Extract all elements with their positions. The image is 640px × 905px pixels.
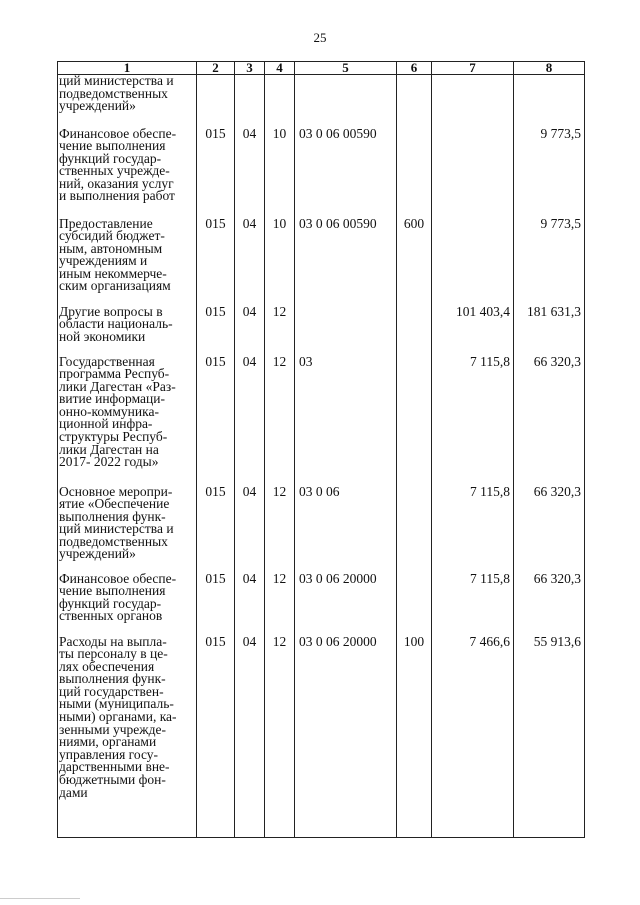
item-name-line: ций государствен-: [59, 683, 164, 699]
cell-amount-year-2: 55 913,6: [514, 636, 585, 838]
cell-amount-year-1: 101 403,4: [432, 306, 514, 356]
item-name-line: 2017- 2022 годы»: [59, 454, 159, 470]
cell-amount-year-2: 9 773,5: [514, 218, 585, 306]
cell-ministry-code: 015: [197, 356, 235, 486]
cell-section: [235, 75, 265, 128]
cell-subsection: 12: [265, 356, 295, 486]
cell-amount-year-1: 7 115,8: [432, 486, 514, 573]
cell-section: 04: [235, 218, 265, 306]
item-name-line: Финансовое обеспе-: [59, 570, 177, 586]
item-name-line: структуры Респуб-: [59, 429, 168, 445]
item-name-line: Расходы на выпла-: [59, 633, 167, 649]
cell-item-name: [58, 353, 197, 486]
cell-item-name: [58, 483, 197, 573]
item-name-line: Государственная: [59, 353, 155, 369]
header-col-6: 6: [397, 62, 432, 75]
cell-expense-type: 100: [397, 636, 432, 838]
cell-expense-type: 600: [397, 218, 432, 306]
header-col-3: 3: [235, 62, 265, 75]
item-name-line: функций государ-: [59, 595, 162, 611]
item-name-line: чение выполнения: [59, 583, 166, 599]
table-row: [58, 573, 585, 636]
cell-target-article: 03 0 06 20000: [295, 636, 397, 838]
header-col-5: 5: [295, 62, 397, 75]
item-name-line: витие информаци-: [59, 391, 165, 407]
item-name-line: чение выполнения: [59, 138, 166, 154]
item-name-line: учреждений»: [59, 98, 136, 114]
cell-ministry-code: 015: [197, 636, 235, 838]
bottom-divider: [0, 898, 80, 899]
cell-ministry-code: 015: [197, 218, 235, 306]
cell-amount-year-1: 7 115,8: [432, 356, 514, 486]
cell-expense-type: [397, 128, 432, 218]
cell-section: 04: [235, 128, 265, 218]
item-name-line: ций министерства и: [59, 73, 174, 88]
header-col-1: 1: [58, 62, 197, 75]
item-name-line: бюджетными фон-: [59, 772, 166, 788]
item-name-line: учреждениям и: [59, 253, 148, 269]
cell-target-article: 03: [295, 356, 397, 486]
item-name-line: лики Дагестан на: [59, 441, 159, 457]
item-name-line: управления госу-: [59, 746, 159, 762]
table-row: [58, 75, 585, 128]
cell-expense-type: [397, 356, 432, 486]
cell-target-article: 03 0 06: [295, 486, 397, 573]
header-col-7: 7: [432, 62, 514, 75]
item-name-line: ным, автономным: [59, 240, 163, 256]
item-name-line: Другие вопросы в: [59, 303, 163, 319]
cell-target-article: [295, 75, 397, 128]
item-name-line: ты персоналу в це-: [59, 646, 168, 662]
item-name-line: ственных органов: [59, 608, 163, 624]
cell-ministry-code: 015: [197, 486, 235, 573]
item-name-line: ной экономики: [59, 328, 146, 344]
item-name-line: области националь-: [59, 316, 173, 332]
item-name-line: субсидий бюджет-: [59, 228, 165, 244]
item-name-line: и выполнения работ: [59, 188, 175, 204]
cell-section: 04: [235, 636, 265, 838]
cell-item-name: [58, 125, 197, 218]
cell-item-name: [58, 215, 197, 306]
cell-subsection: 10: [265, 218, 295, 306]
cell-subsection: 12: [265, 573, 295, 636]
item-name-line: ний, оказания услуг: [59, 175, 174, 191]
item-name-line: Финансовое обеспе-: [59, 125, 177, 141]
item-name-line: Предоставление: [59, 215, 153, 231]
cell-expense-type: [397, 306, 432, 356]
item-name-line: программа Респуб-: [59, 366, 170, 382]
item-name-line: ными) органами, ка-: [59, 709, 177, 725]
table-row: [58, 636, 585, 838]
cell-amount-year-2: 66 320,3: [514, 573, 585, 636]
cell-expense-type: [397, 573, 432, 636]
cell-item-name: [58, 303, 197, 356]
item-name-line: ниями, органами: [59, 734, 157, 750]
header-col-8: 8: [514, 62, 585, 75]
cell-item-name: [58, 633, 197, 838]
table-row: [58, 306, 585, 356]
cell-amount-year-2: 66 320,3: [514, 356, 585, 486]
cell-target-article: 03 0 06 00590: [295, 128, 397, 218]
item-name-line: Основное меропри-: [59, 483, 173, 499]
cell-subsection: 12: [265, 636, 295, 838]
cell-amount-year-1: [432, 75, 514, 128]
cell-target-article: 03 0 06 00590: [295, 218, 397, 306]
header-col-2: 2: [197, 62, 235, 75]
cell-section: 04: [235, 573, 265, 636]
budget-table: [57, 61, 585, 838]
item-name-line: дарственными вне-: [59, 759, 170, 775]
cell-section: 04: [235, 306, 265, 356]
item-name-line: онно-коммуника-: [59, 403, 159, 419]
cell-ministry-code: 015: [197, 573, 235, 636]
item-name-line: выполнения функ-: [59, 671, 166, 687]
cell-amount-year-2: 9 773,5: [514, 128, 585, 218]
table-row: [58, 356, 585, 486]
cell-ministry-code: [197, 75, 235, 128]
cell-amount-year-1: 7 115,8: [432, 573, 514, 636]
item-name-line: учреждений»: [59, 546, 136, 562]
item-name-line: дами: [59, 784, 88, 800]
table-body: [58, 75, 585, 838]
cell-subsection: 12: [265, 306, 295, 356]
item-name-line: выполнения функ-: [59, 508, 166, 524]
cell-expense-type: [397, 486, 432, 573]
item-name-line: ским организациям: [59, 278, 171, 294]
item-name-line: ятие «Обеспечение: [59, 496, 170, 512]
cell-expense-type: [397, 75, 432, 128]
cell-subsection: 12: [265, 486, 295, 573]
item-name-line: функций государ-: [59, 150, 162, 166]
table-row: [58, 128, 585, 218]
page-number: 25: [313, 30, 327, 45]
item-name-line: иным некоммерче-: [59, 265, 167, 281]
cell-ministry-code: 015: [197, 128, 235, 218]
item-name-line: зенными учрежде-: [59, 721, 166, 737]
cell-amount-year-1: [432, 218, 514, 306]
cell-target-article: [295, 306, 397, 356]
item-name-line: лики Дагестан «Раз-: [59, 378, 176, 394]
table-row: [58, 486, 585, 573]
cell-item-name: [58, 75, 197, 128]
cell-section: 04: [235, 356, 265, 486]
table-row: [58, 218, 585, 306]
cell-ministry-code: 015: [197, 306, 235, 356]
item-name-line: ционной инфра-: [59, 416, 153, 432]
item-name-line: лях обеспечения: [59, 658, 155, 674]
item-name-line: ций министерства и: [59, 521, 174, 537]
cell-amount-year-2: 181 631,3: [514, 306, 585, 356]
header-col-4: 4: [265, 62, 295, 75]
item-name-line: ными (муниципаль-: [59, 696, 174, 712]
cell-amount-year-1: 7 466,6: [432, 636, 514, 838]
item-name-line: ственных учрежде-: [59, 163, 170, 179]
cell-amount-year-1: [432, 128, 514, 218]
item-name-line: подведомственных: [59, 533, 168, 549]
item-name-line: подведомственных: [59, 85, 168, 101]
cell-target-article: 03 0 06 20000: [295, 573, 397, 636]
cell-subsection: [265, 75, 295, 128]
cell-section: 04: [235, 486, 265, 573]
cell-subsection: 10: [265, 128, 295, 218]
cell-amount-year-2: 66 320,3: [514, 486, 585, 573]
cell-amount-year-2: [514, 75, 585, 128]
cell-item-name: [58, 570, 197, 636]
